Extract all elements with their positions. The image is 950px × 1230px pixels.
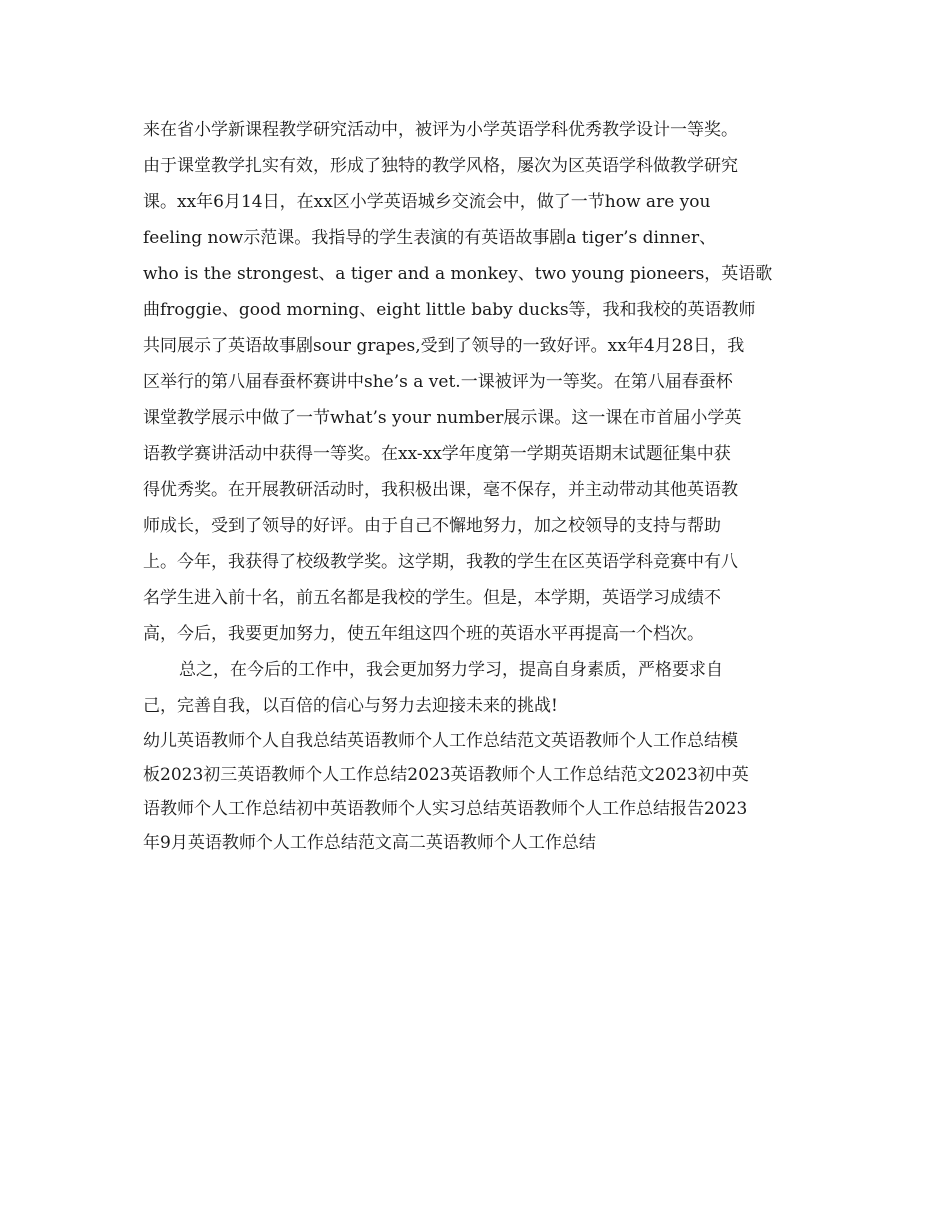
related-articles-list (143, 724, 813, 860)
text-line: 得优秀奖。在开展教研活动时，我积极出课，毫不保存，并主动带动其他英语教 (143, 480, 738, 500)
text-line: 共同展示了英语故事剧sour grapes,受到了领导的一致好评。xx年4月28日，我 (143, 336, 745, 356)
text-line: who is the strongest、a tiger and a monkey、two young pioneers，英语歌 (143, 264, 773, 284)
related-articles-line: 板2023初三英语教师个人工作总结2023英语教师个人工作总结范文2023初中英 (143, 765, 749, 785)
text-line: 上。今年，我获得了校级教学奖。这学期，我教的学生在区英语学科竞赛中有八 (143, 552, 738, 572)
text-line: 名学生进入前十名，前五名都是我校的学生。但是，本学期，英语学习成绩不 (143, 588, 721, 608)
text-line: 区举行的第八届春蚕杯赛讲中she’s a vet.一课被评为一等奖。在第八届春蚕杯 (143, 372, 733, 392)
related-articles-line: 语教师个人工作总结初中英语教师个人实习总结英语教师个人工作总结报告2023 (143, 799, 748, 819)
text-line: 师成长，受到了领导的好评。由于自己不懈地努力，加之校领导的支持与帮助 (143, 516, 721, 536)
text-line: 课。xx年6月14日，在xx区小学英语城乡交流会中，做了一节how are you (143, 192, 711, 212)
main-paragraph (143, 112, 813, 652)
related-articles-line: 幼儿英语教师个人自我总结英语教师个人工作总结范文英语教师个人工作总结模 (143, 731, 738, 751)
text-line: 由于课堂教学扎实有效，形成了独特的教学风格，屡次为区英语学科做教学研究 (143, 156, 738, 176)
text-line: 语教学赛讲活动中获得一等奖。在xx-xx学年度第一学期英语期末试题征集中获 (143, 444, 731, 464)
conclusion-paragraph (143, 652, 813, 724)
text-line: feeling now示范课。我指导的学生表演的有英语故事剧a tiger’s dinner、 (143, 228, 717, 248)
text-line: 曲froggie、good morning、eight little baby ducks等，我和我校的英语教师 (143, 300, 756, 320)
text-line: 课堂教学展示中做了一节what’s your number展示课。这一课在市首届小学英 (143, 408, 742, 428)
text-line: 来在省小学新课程教学研究活动中，被评为小学英语学科优秀教学设计一等奖。 (143, 120, 738, 140)
text-line: 己，完善自我，以百倍的信心与努力去迎接未来的挑战! (143, 696, 558, 716)
document-body (143, 112, 813, 860)
text-line: 总之，在今后的工作中，我会更加努力学习，提高自身素质，严格要求自 (179, 660, 723, 680)
related-articles-line: 年9月英语教师个人工作总结范文高二英语教师个人工作总结 (143, 833, 596, 853)
text-line: 高，今后，我要更加努力，使五年组这四个班的英语水平再提高一个档次。 (143, 624, 704, 644)
